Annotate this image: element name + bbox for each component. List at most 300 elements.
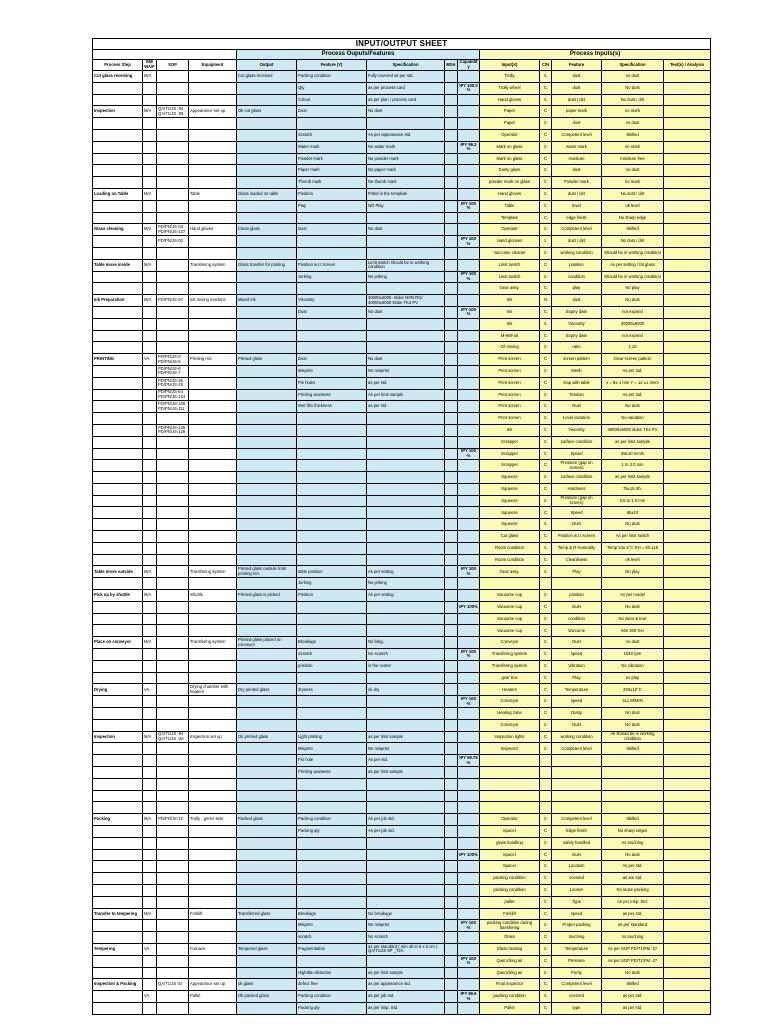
input-specification-cell: Temp 23± 5°C RH = 60 ±15 xyxy=(602,542,664,554)
sm-wa-cell: M/A xyxy=(143,295,157,307)
input-cell: Ink xyxy=(480,306,540,318)
tests-cell xyxy=(664,129,711,141)
feature-cell: Packing condition xyxy=(297,814,367,826)
feature-cell: Hightlite distortion xyxy=(297,967,367,979)
equipment-cell xyxy=(189,1002,237,1014)
output-cell xyxy=(237,790,297,802)
feature-cell xyxy=(297,236,367,248)
input-feature-cell: Dust xyxy=(552,519,602,531)
specification-cell: No scratch xyxy=(367,932,445,944)
specification-cell xyxy=(367,802,445,814)
input-feature-cell: Tension xyxy=(552,389,602,401)
sop-cell xyxy=(157,590,189,602)
msa-cell xyxy=(445,601,458,613)
input-cell: Vacuume cup xyxy=(480,613,540,625)
input-specification-cell: As per std. xyxy=(602,365,664,377)
sop-cell xyxy=(157,884,189,896)
sm-wa-cell xyxy=(143,826,157,838)
process-step-cell xyxy=(93,283,143,295)
capability-cell xyxy=(458,472,480,484)
specification-cell: Limit switch should be in working condition xyxy=(367,259,445,271)
feature-cell: Packing condition xyxy=(297,71,367,83)
msa-cell xyxy=(445,542,458,554)
process-step-cell xyxy=(93,861,143,873)
input-specification-cell: No dust xyxy=(602,967,664,979)
input-feature-cell: dust xyxy=(552,82,602,94)
cn-cell xyxy=(540,755,552,767)
sm-wa-cell xyxy=(143,460,157,472)
input-specification-cell: as per limit sample xyxy=(602,436,664,448)
input-cell: Room condition xyxy=(480,542,540,554)
table-row xyxy=(93,495,711,507)
table-row xyxy=(93,271,711,283)
sop-cell xyxy=(157,271,189,283)
feature-cell: Pin holes xyxy=(297,377,367,389)
table-row xyxy=(93,896,711,908)
input-feature-cell: dust / dirt xyxy=(552,236,602,248)
col-specification: Specification xyxy=(367,60,445,71)
cn-cell: C xyxy=(540,483,552,495)
specification-cell xyxy=(367,472,445,484)
capability-cell xyxy=(458,625,480,637)
specification-cell xyxy=(367,708,445,720)
cn-cell: C xyxy=(540,696,552,708)
input-feature-cell xyxy=(552,802,602,814)
capability-cell xyxy=(458,165,480,177)
capability-cell: IPY 100 % xyxy=(458,649,480,661)
table-row xyxy=(93,94,711,106)
input-specification-cell: No dust xyxy=(602,401,664,413)
sm-wa-cell xyxy=(143,660,157,672)
specification-cell: as per appearance std. xyxy=(367,979,445,991)
tests-cell xyxy=(664,590,711,602)
cn-cell: C xyxy=(540,389,552,401)
equipment-cell xyxy=(189,71,237,83)
sm-wa-cell xyxy=(143,318,157,330)
capability-cell xyxy=(458,318,480,330)
msa-cell xyxy=(445,873,458,885)
capability-cell xyxy=(458,637,480,649)
input-cell: Inspector xyxy=(480,743,540,755)
input-cell: Glass heating xyxy=(480,943,540,955)
feature-cell: Packing qty xyxy=(297,826,367,838)
output-cell xyxy=(237,719,297,731)
specification-cell xyxy=(367,955,445,967)
tests-cell xyxy=(664,365,711,377)
equipment-cell xyxy=(189,330,237,342)
tests-cell xyxy=(664,873,711,885)
equipment-cell xyxy=(189,649,237,661)
capability-cell: IPY 100 % xyxy=(458,566,480,578)
input-specification-cell: No play xyxy=(602,566,664,578)
process-step-cell xyxy=(93,696,143,708)
input-cell: Print screen xyxy=(480,354,540,366)
capability-cell xyxy=(458,507,480,519)
capability-cell xyxy=(458,814,480,826)
tests-cell xyxy=(664,118,711,130)
tests-cell xyxy=(664,613,711,625)
specification-cell xyxy=(367,448,445,460)
output-cell xyxy=(237,177,297,189)
process-step-cell xyxy=(93,377,143,389)
input-cell: packing condition during transfering xyxy=(480,920,540,932)
equipment-cell xyxy=(189,802,237,814)
table-row xyxy=(93,790,711,802)
feature-cell xyxy=(297,861,367,873)
capability-cell xyxy=(458,106,480,118)
capability-cell xyxy=(458,247,480,259)
input-feature-cell: working condition xyxy=(552,247,602,259)
input-feature-cell: Cleanliness xyxy=(552,554,602,566)
msa-cell xyxy=(445,259,458,271)
sm-wa-cell xyxy=(143,837,157,849)
feature-cell: Water mark xyxy=(297,141,367,153)
sm-wa-cell xyxy=(143,436,157,448)
feature-cell xyxy=(297,696,367,708)
cn-cell: C xyxy=(540,318,552,330)
process-step-cell: Inspection xyxy=(93,106,143,118)
input-cell: Ink xyxy=(480,318,540,330)
feature-cell: Position xyxy=(297,188,367,200)
output-cell xyxy=(237,460,297,472)
sm-wa-cell xyxy=(143,767,157,779)
specification-cell: as per plan / process card xyxy=(367,94,445,106)
input-specification-cell: No dust / dirt xyxy=(602,94,664,106)
input-cell xyxy=(480,578,540,590)
input-specification-cell: no dust xyxy=(602,118,664,130)
equipment-cell xyxy=(189,743,237,755)
msa-cell xyxy=(445,684,458,696)
input-specification-cell: 200±10°C xyxy=(602,684,664,696)
cn-cell: C xyxy=(540,200,552,212)
input-feature-cell: paper mark xyxy=(552,106,602,118)
specification-cell: No scratch xyxy=(367,649,445,661)
tests-cell xyxy=(664,554,711,566)
input-feature-cell: covered xyxy=(552,873,602,885)
tests-cell xyxy=(664,318,711,330)
table-row xyxy=(93,118,711,130)
equipment-cell xyxy=(189,424,237,436)
input-cell: Gear assy. xyxy=(480,283,540,295)
cn-cell: C xyxy=(540,826,552,838)
msa-cell xyxy=(445,472,458,484)
sm-wa-cell xyxy=(143,790,157,802)
msa-cell xyxy=(445,554,458,566)
cn-cell: C xyxy=(540,932,552,944)
cn-cell: C xyxy=(540,436,552,448)
tests-cell xyxy=(664,306,711,318)
specification-cell: Fitted in the template xyxy=(367,188,445,200)
capability-cell: IPY 100 % xyxy=(458,920,480,932)
table-row xyxy=(93,129,711,141)
input-feature-cell: Gap with table xyxy=(552,377,602,389)
input-feature-cell: Edge finish xyxy=(552,826,602,838)
cn-cell: C xyxy=(540,979,552,991)
sop-cell xyxy=(157,672,189,684)
output-cell xyxy=(237,778,297,790)
input-specification-cell xyxy=(602,755,664,767)
output-cell: Printed glass xyxy=(237,354,297,366)
feature-cell: Misprint xyxy=(297,920,367,932)
input-feature-cell: Competent level xyxy=(552,979,602,991)
table-row xyxy=(93,637,711,649)
feature-cell xyxy=(297,873,367,885)
table-row xyxy=(93,884,711,896)
col-cn: C/N xyxy=(540,60,552,71)
process-step-cell xyxy=(93,849,143,861)
col-process-step: Process Step xyxy=(93,60,143,71)
capability-cell xyxy=(458,578,480,590)
msa-cell xyxy=(445,106,458,118)
equipment-cell xyxy=(189,519,237,531)
equipment-cell: Drying chamber with heaters xyxy=(189,684,237,696)
feature-cell xyxy=(297,436,367,448)
sm-wa-cell xyxy=(143,247,157,259)
cn-cell: C xyxy=(540,684,552,696)
table-row xyxy=(93,424,711,436)
msa-cell xyxy=(445,330,458,342)
capability-cell xyxy=(458,118,480,130)
msa-cell xyxy=(445,566,458,578)
process-step-cell xyxy=(93,554,143,566)
sm-wa-cell xyxy=(143,802,157,814)
sm-wa-cell xyxy=(143,129,157,141)
sop-cell xyxy=(157,153,189,165)
msa-cell xyxy=(445,802,458,814)
equipment-cell xyxy=(189,318,237,330)
tests-cell xyxy=(664,767,711,779)
cn-cell: C xyxy=(540,165,552,177)
specification-cell: As per limit sample xyxy=(367,389,445,401)
tests-cell xyxy=(664,247,711,259)
cn-cell: C xyxy=(540,472,552,484)
process-step-cell xyxy=(93,424,143,436)
sop-cell xyxy=(157,743,189,755)
sm-wa-cell xyxy=(143,472,157,484)
equipment-cell xyxy=(189,94,237,106)
input-specification-cell: Should be in working condition xyxy=(602,247,664,259)
output-cell xyxy=(237,708,297,720)
input-feature-cell: Play xyxy=(552,672,602,684)
table-row xyxy=(93,436,711,448)
input-cell: Squeeze xyxy=(480,495,540,507)
input-cell: powder mark on glass xyxy=(480,177,540,189)
equipment-cell: Transfering system xyxy=(189,566,237,578)
table-row xyxy=(93,141,711,153)
sop-cell xyxy=(157,578,189,590)
tests-cell xyxy=(664,908,711,920)
tests-cell xyxy=(664,448,711,460)
table-row xyxy=(93,1002,711,1014)
table-row xyxy=(93,531,711,543)
output-cell xyxy=(237,377,297,389)
equipment-cell xyxy=(189,271,237,283)
capability-cell: IPY 100 % xyxy=(458,236,480,248)
tests-cell xyxy=(664,849,711,861)
input-cell: glass handling xyxy=(480,837,540,849)
output-cell xyxy=(237,436,297,448)
sm-wa-cell xyxy=(143,236,157,248)
specification-cell xyxy=(367,424,445,436)
sm-wa-cell xyxy=(143,365,157,377)
sop-cell xyxy=(157,165,189,177)
equipment-cell xyxy=(189,920,237,932)
sm-wa-cell xyxy=(143,377,157,389)
input-cell: Gear assy. xyxy=(480,566,540,578)
table-row xyxy=(93,814,711,826)
cn-cell: C xyxy=(540,991,552,1003)
msa-cell xyxy=(445,318,458,330)
table-row xyxy=(93,472,711,484)
process-step-cell xyxy=(93,873,143,885)
specification-cell: in the center xyxy=(367,660,445,672)
process-step-cell xyxy=(93,743,143,755)
sm-wa-cell xyxy=(143,861,157,873)
msa-cell xyxy=(445,861,458,873)
cn-cell: C xyxy=(540,731,552,743)
tests-cell xyxy=(664,354,711,366)
capability-cell xyxy=(458,177,480,189)
sop-cell: PD/PN/JS-03 PD/PN/JS-127 xyxy=(157,224,189,236)
table-row xyxy=(93,165,711,177)
msa-cell xyxy=(445,94,458,106)
input-specification-cell: No dust xyxy=(602,708,664,720)
input-specification-cell xyxy=(602,578,664,590)
cn-cell: C xyxy=(540,71,552,83)
table-row xyxy=(93,967,711,979)
msa-cell xyxy=(445,613,458,625)
equipment-cell: Forklift xyxy=(189,908,237,920)
feature-cell xyxy=(297,507,367,519)
equipment-cell xyxy=(189,82,237,94)
capability-cell xyxy=(458,873,480,885)
input-specification-cell: no mark xyxy=(602,106,664,118)
input-feature-cell: level xyxy=(552,200,602,212)
table-row xyxy=(93,483,711,495)
tests-cell xyxy=(664,259,711,271)
output-cell xyxy=(237,306,297,318)
output-cell xyxy=(237,696,297,708)
sop-cell xyxy=(157,625,189,637)
specification-cell: As per setting xyxy=(367,566,445,578)
input-cell: Operator xyxy=(480,129,540,141)
output-cell xyxy=(237,932,297,944)
feature-cell xyxy=(297,495,367,507)
equipment-cell xyxy=(189,884,237,896)
process-step-cell xyxy=(93,778,143,790)
sop-cell xyxy=(157,94,189,106)
msa-cell xyxy=(445,507,458,519)
specification-cell xyxy=(367,460,445,472)
cn-cell xyxy=(540,767,552,779)
feature-cell xyxy=(297,424,367,436)
sm-wa-cell xyxy=(143,873,157,885)
sm-wa-cell xyxy=(143,342,157,354)
tests-cell xyxy=(664,731,711,743)
output-cell xyxy=(237,554,297,566)
input-cell: Squeeze xyxy=(480,519,540,531)
sm-wa-cell: M/A xyxy=(143,259,157,271)
capability-cell xyxy=(458,188,480,200)
sm-wa-cell xyxy=(143,141,157,153)
sop-cell: PD/PN/JS-106 PD/PN/JS-111 xyxy=(157,401,189,413)
capability-cell xyxy=(458,259,480,271)
sheet-title: INPUT/OUTPUT SHEET xyxy=(93,39,711,50)
table-row xyxy=(93,200,711,212)
output-cell xyxy=(237,401,297,413)
input-feature-cell: dust / dirt xyxy=(552,188,602,200)
input-specification-cell: no dust xyxy=(602,637,664,649)
msa-cell xyxy=(445,979,458,991)
input-cell: M-909 oil xyxy=(480,330,540,342)
col-capability: Capability xyxy=(458,60,480,71)
table-row xyxy=(93,590,711,602)
input-cell: Heating zone xyxy=(480,708,540,720)
equipment-cell xyxy=(189,790,237,802)
output-cell xyxy=(237,767,297,779)
tests-cell xyxy=(664,932,711,944)
output-cell: ok glass xyxy=(237,979,297,991)
tests-cell xyxy=(664,342,711,354)
capability-cell: IPY 100 % xyxy=(458,696,480,708)
equipment-cell xyxy=(189,861,237,873)
sop-cell xyxy=(157,802,189,814)
table-row xyxy=(93,71,711,83)
cn-cell: C xyxy=(540,955,552,967)
output-cell xyxy=(237,672,297,684)
feature-cell: Scratch xyxy=(297,649,367,661)
feature-cell xyxy=(297,613,367,625)
table-row xyxy=(93,354,711,366)
cn-cell: C xyxy=(540,413,552,425)
input-feature-cell: condition xyxy=(552,271,602,283)
input-feature-cell: working condition xyxy=(552,731,602,743)
capability-cell xyxy=(458,708,480,720)
process-step-cell xyxy=(93,613,143,625)
specification-cell xyxy=(367,247,445,259)
input-specification-cell: No dust / dirt xyxy=(602,236,664,248)
sm-wa-cell xyxy=(143,531,157,543)
col-feature: Feature (Y) xyxy=(297,60,367,71)
msa-cell xyxy=(445,401,458,413)
output-cell xyxy=(237,660,297,672)
output-cell xyxy=(237,271,297,283)
capability-cell xyxy=(458,719,480,731)
sop-cell xyxy=(157,566,189,578)
specification-cell xyxy=(367,896,445,908)
col-equipment: Equipment xyxy=(189,60,237,71)
tests-cell xyxy=(664,330,711,342)
specification-cell xyxy=(367,212,445,224)
table-row xyxy=(93,188,711,200)
specification-cell: No brkg. xyxy=(367,637,445,649)
equipment-cell xyxy=(189,531,237,543)
specification-cell xyxy=(367,483,445,495)
input-specification-cell: x = 8± 1 mm Y = 12 ±1 2mm xyxy=(602,377,664,389)
capability-cell: IPY 100 % xyxy=(458,200,480,212)
feature-cell xyxy=(297,483,367,495)
cn-cell: C xyxy=(540,118,552,130)
process-step-cell xyxy=(93,436,143,448)
capability-cell xyxy=(458,224,480,236)
table-row xyxy=(93,755,711,767)
equipment-cell xyxy=(189,247,237,259)
msa-cell xyxy=(445,826,458,838)
cn-cell: C xyxy=(540,342,552,354)
sop-cell xyxy=(157,660,189,672)
input-cell: Scrapper xyxy=(480,460,540,472)
table-row xyxy=(93,684,711,696)
